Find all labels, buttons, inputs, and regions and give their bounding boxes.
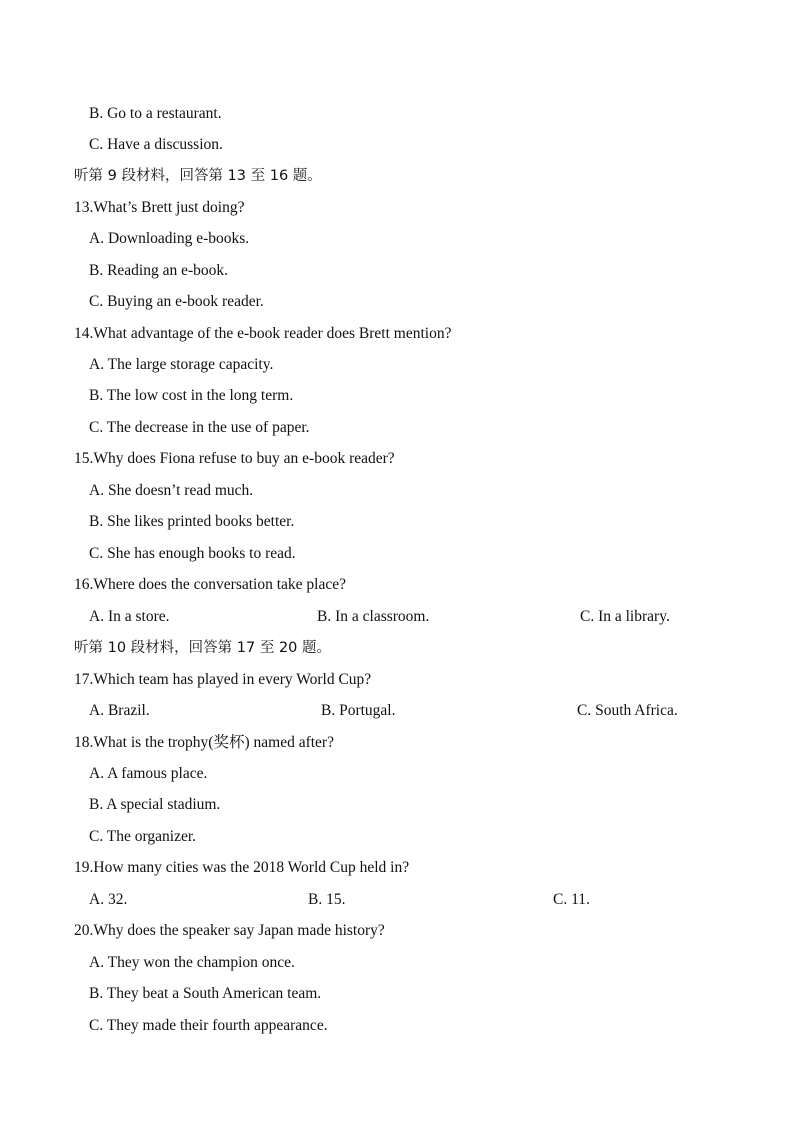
q18-option-b: B. A special stadium. [89, 796, 221, 813]
q17-options-row [0, 701, 800, 721]
q15-option-a: A. She doesn’t read much. [89, 482, 254, 499]
q19-option-c: C. 11. [553, 891, 590, 908]
q20-option-a: A. They won the champion once. [89, 954, 295, 971]
question-18: 18.What is the trophy(奖杯) named after? [74, 734, 334, 751]
q16-option-a: A. In a store. [89, 608, 170, 625]
q19-option-a: A. 32. [89, 891, 128, 908]
q15-option-c: C. She has enough books to read. [89, 545, 296, 562]
q17-option-b: B. Portugal. [321, 702, 396, 719]
q14-option-b: B. The low cost in the long term. [89, 387, 294, 404]
q19-option-b: B. 15. [308, 891, 346, 908]
question-16: 16.Where does the conversation take place? [74, 576, 346, 593]
q15-option-b: B. She likes printed books better. [89, 513, 295, 530]
q16-option-c: C. In a library. [580, 608, 670, 625]
q14-option-a: A. The large storage capacity. [89, 356, 274, 373]
question-17: 17.Which team has played in every World Cup? [74, 671, 372, 688]
question-14: 14.What advantage of the e-book reader does Brett mention? [74, 325, 452, 342]
q13-option-b: B. Reading an e-book. [89, 262, 229, 279]
q18-option-a: A. A famous place. [89, 765, 208, 782]
q12-option-c: C. Have a discussion. [89, 136, 223, 153]
q17-option-c: C. South Africa. [577, 702, 678, 719]
q12-option-b: B. Go to a restaurant. [89, 105, 222, 122]
question-15: 15.Why does Fiona refuse to buy an e-book reader? [74, 450, 395, 467]
question-19: 19.How many cities was the 2018 World Cup held in? [74, 859, 410, 876]
q18-option-c: C. The organizer. [89, 828, 197, 845]
q20-option-c: C. They made their fourth appearance. [89, 1017, 328, 1034]
q16-option-b: B. In a classroom. [317, 608, 430, 625]
section-10-instruction: 听第 10 段材料，回答第 17 至 20 题。 [74, 640, 332, 656]
q17-option-a: A. Brazil. [89, 702, 150, 719]
q13-option-c: C. Buying an e-book reader. [89, 293, 264, 310]
q20-option-b: B. They beat a South American team. [89, 985, 322, 1002]
question-20: 20.Why does the speaker say Japan made history? [74, 922, 385, 939]
question-13: 13.What’s Brett just doing? [74, 199, 245, 216]
section-9-instruction: 听第 9 段材料，回答第 13 至 16 题。 [74, 168, 322, 184]
q13-option-a: A. Downloading e-books. [89, 230, 250, 247]
q16-options-row [0, 607, 800, 627]
q14-option-c: C. The decrease in the use of paper. [89, 419, 310, 436]
q19-options-row [0, 890, 800, 910]
